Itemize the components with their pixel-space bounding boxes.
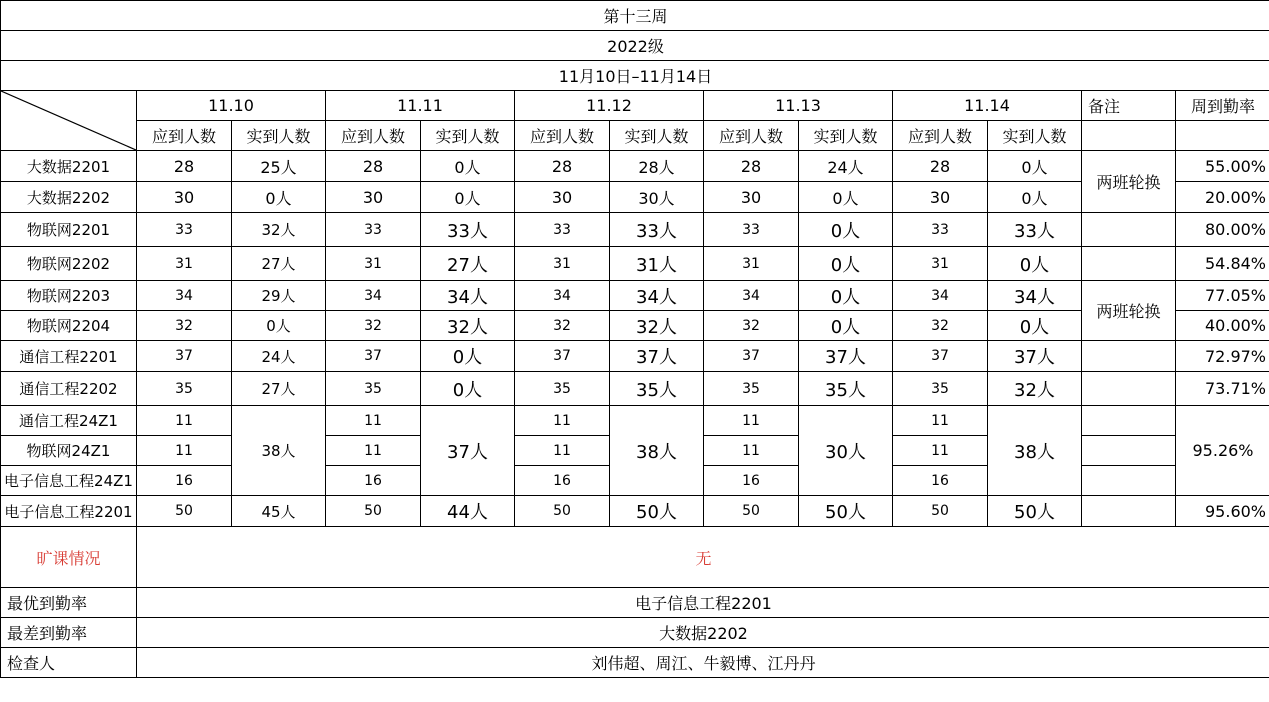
note-empty [1082,436,1176,466]
should-count: 32 [326,311,421,341]
should-count: 11 [704,436,799,466]
weekly-rate: 72.97% [1176,341,1269,372]
should-count: 30 [515,182,610,213]
class-name: 物联网2204 [1,311,137,341]
should-count: 37 [893,341,988,372]
should-count: 28 [515,151,610,182]
class-name: 物联网2203 [1,281,137,311]
weekly-rate-group: 95.26% [1176,406,1269,496]
actual-count-group: 38人 [610,406,704,496]
actual-count: 0人 [988,182,1082,213]
best-rate-label: 最优到勤率 [1,588,137,618]
actual-count: 32人 [988,372,1082,406]
worst-rate-label: 最差到勤率 [1,618,137,648]
actual-count: 37人 [610,341,704,372]
note-empty [1082,121,1176,151]
should-count: 33 [515,213,610,247]
should-count: 50 [704,496,799,527]
should-count: 16 [137,466,232,496]
note-header: 备注 [1082,91,1176,121]
should-count: 11 [893,436,988,466]
should-count: 28 [326,151,421,182]
date-header-1114: 11.14 [893,91,1082,121]
actual-count: 27人 [232,372,326,406]
actual-header: 实到人数 [610,121,704,151]
should-count: 30 [137,182,232,213]
actual-header: 实到人数 [988,121,1082,151]
should-count: 33 [893,213,988,247]
should-count: 28 [137,151,232,182]
actual-count: 0人 [421,182,515,213]
actual-count: 33人 [988,213,1082,247]
actual-count: 29人 [232,281,326,311]
should-count: 37 [137,341,232,372]
worst-rate-value: 大数据2202 [137,618,1269,648]
actual-count: 34人 [610,281,704,311]
diagonal-header-cell [1,91,137,151]
should-count: 32 [515,311,610,341]
actual-count: 50人 [799,496,893,527]
should-count: 35 [515,372,610,406]
should-count: 16 [326,466,421,496]
should-count: 33 [704,213,799,247]
actual-count: 32人 [610,311,704,341]
actual-count: 0人 [799,247,893,281]
class-name: 物联网2202 [1,247,137,281]
should-count: 16 [893,466,988,496]
should-count: 31 [704,247,799,281]
should-count: 11 [515,436,610,466]
should-count: 32 [137,311,232,341]
should-count: 37 [704,341,799,372]
actual-header: 实到人数 [421,121,515,151]
actual-count: 24人 [232,341,326,372]
should-count: 30 [704,182,799,213]
note-empty [1082,247,1176,281]
should-count: 32 [704,311,799,341]
should-count: 31 [326,247,421,281]
actual-header: 实到人数 [232,121,326,151]
should-count: 35 [893,372,988,406]
actual-count: 0人 [421,372,515,406]
should-count: 28 [893,151,988,182]
class-name: 大数据2201 [1,151,137,182]
diagonal-line-icon [1,91,136,150]
should-count: 35 [326,372,421,406]
actual-count: 0人 [988,311,1082,341]
should-header: 应到人数 [326,121,421,151]
should-count: 50 [515,496,610,527]
should-count: 32 [893,311,988,341]
actual-count: 35人 [610,372,704,406]
actual-count: 0人 [232,182,326,213]
actual-count: 0人 [232,311,326,341]
note-empty [1082,372,1176,406]
should-header: 应到人数 [704,121,799,151]
actual-count: 45人 [232,496,326,527]
date-header-1111: 11.11 [326,91,515,121]
actual-count-group: 38人 [988,406,1082,496]
should-count: 34 [326,281,421,311]
weekly-rate: 20.00% [1176,182,1269,213]
actual-count: 0人 [799,182,893,213]
should-count: 28 [704,151,799,182]
weekly-rate: 95.60% [1176,496,1269,527]
should-count: 34 [704,281,799,311]
actual-count: 37人 [799,341,893,372]
note-empty [1082,406,1176,436]
weekly-rate: 54.84% [1176,247,1269,281]
should-count: 34 [137,281,232,311]
absence-value: 无 [137,527,1269,588]
should-count: 31 [137,247,232,281]
actual-count: 0人 [421,151,515,182]
actual-count: 33人 [610,213,704,247]
should-count: 37 [515,341,610,372]
actual-count-group: 30人 [799,406,893,496]
should-count: 30 [893,182,988,213]
actual-count: 31人 [610,247,704,281]
grade-title: 2022级 [1,31,1269,61]
note-empty [1082,496,1176,527]
should-count: 16 [704,466,799,496]
should-count: 33 [137,213,232,247]
class-name: 大数据2202 [1,182,137,213]
should-count: 11 [704,406,799,436]
should-count: 11 [893,406,988,436]
absence-label: 旷课情况 [1,527,137,588]
weekly-rate: 55.00% [1176,151,1269,182]
actual-count: 27人 [232,247,326,281]
should-count: 37 [326,341,421,372]
weekly-rate: 73.71% [1176,372,1269,406]
actual-count: 25人 [232,151,326,182]
should-count: 11 [326,406,421,436]
class-name: 电子信息工程2201 [1,496,137,527]
class-name: 物联网2201 [1,213,137,247]
should-count: 31 [893,247,988,281]
should-count: 11 [515,406,610,436]
note-rotation: 两班轮换 [1082,281,1176,341]
actual-count: 32人 [232,213,326,247]
actual-count-group: 37人 [421,406,515,496]
should-count: 11 [326,436,421,466]
note-empty [1082,213,1176,247]
class-name: 通信工程2202 [1,372,137,406]
class-name: 通信工程24Z1 [1,406,137,436]
actual-count: 44人 [421,496,515,527]
actual-count: 32人 [421,311,515,341]
should-header: 应到人数 [515,121,610,151]
class-name: 物联网24Z1 [1,436,137,466]
actual-count: 35人 [799,372,893,406]
note-empty [1082,466,1176,496]
note-rotation: 两班轮换 [1082,151,1176,213]
class-name: 电子信息工程24Z1 [1,466,137,496]
actual-count: 0人 [799,311,893,341]
should-count: 30 [326,182,421,213]
should-count: 35 [704,372,799,406]
checker-value: 刘伟超、周江、牛毅博、江丹丹 [137,648,1269,678]
week-title: 第十三周 [1,1,1269,31]
actual-count: 0人 [988,247,1082,281]
should-count: 50 [326,496,421,527]
actual-count: 0人 [421,341,515,372]
rate-header: 周到勤率 [1176,91,1269,121]
weekly-rate: 80.00% [1176,213,1269,247]
actual-count: 34人 [988,281,1082,311]
actual-count: 28人 [610,151,704,182]
actual-header: 实到人数 [799,121,893,151]
should-count: 50 [893,496,988,527]
note-empty [1082,341,1176,372]
actual-count: 37人 [988,341,1082,372]
should-count: 50 [137,496,232,527]
actual-count: 33人 [421,213,515,247]
actual-count: 0人 [799,213,893,247]
date-header-1110: 11.10 [137,91,326,121]
actual-count: 50人 [610,496,704,527]
best-rate-value: 电子信息工程2201 [137,588,1269,618]
weekly-rate: 40.00% [1176,311,1269,341]
date-range: 11月10日–11月14日 [1,61,1269,91]
actual-count: 24人 [799,151,893,182]
actual-count: 27人 [421,247,515,281]
actual-count: 30人 [610,182,704,213]
actual-count: 50人 [988,496,1082,527]
date-header-1112: 11.12 [515,91,704,121]
should-count: 11 [137,436,232,466]
rate-empty [1176,121,1269,151]
checker-label: 检查人 [1,648,137,678]
actual-count: 34人 [421,281,515,311]
should-count: 34 [515,281,610,311]
date-header-1113: 11.13 [704,91,893,121]
actual-count: 0人 [799,281,893,311]
actual-count: 0人 [988,151,1082,182]
class-name: 通信工程2201 [1,341,137,372]
should-count: 34 [893,281,988,311]
should-count: 33 [326,213,421,247]
actual-count-group: 38人 [232,406,326,496]
should-count: 11 [137,406,232,436]
should-count: 31 [515,247,610,281]
should-header: 应到人数 [137,121,232,151]
should-header: 应到人数 [893,121,988,151]
should-count: 16 [515,466,610,496]
weekly-rate: 77.05% [1176,281,1269,311]
should-count: 35 [137,372,232,406]
